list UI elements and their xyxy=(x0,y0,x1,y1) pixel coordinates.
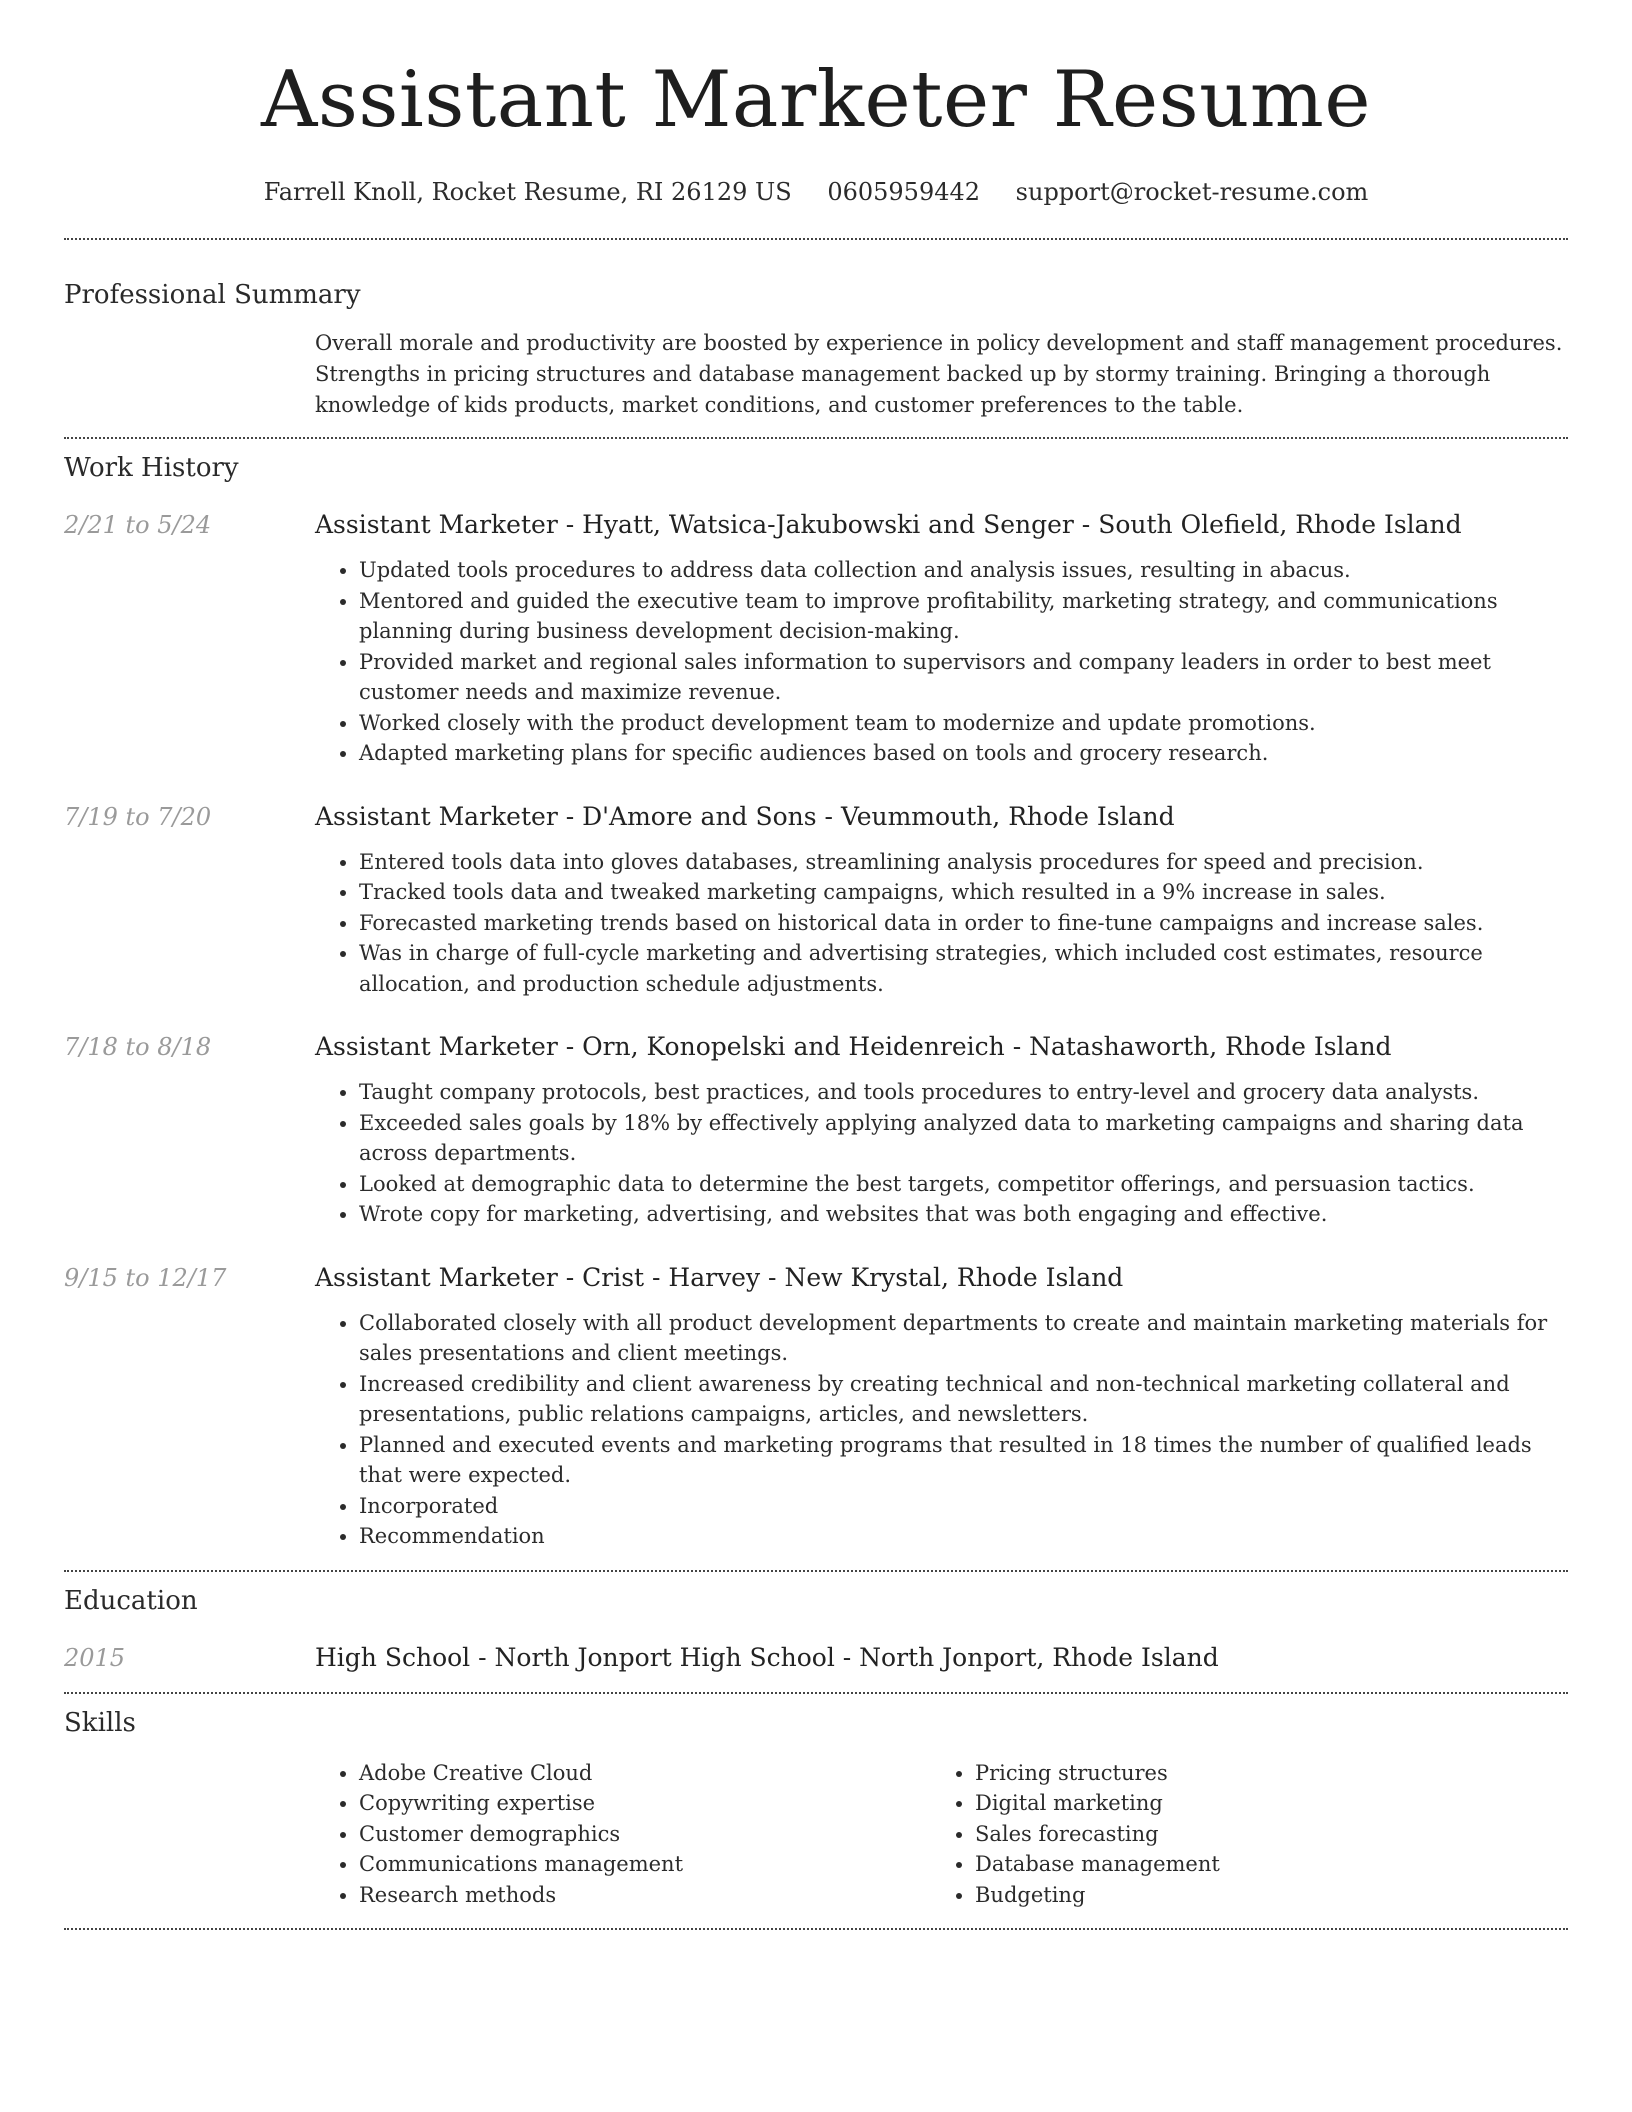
list-item: • Updated tools procedures to address data collection and analysis issues, resulting in abacus. xyxy=(359,555,1568,586)
skills-row xyxy=(64,1758,1568,1911)
summary-text: Overall morale and productivity are boosted by experience in policy development and staff management procedures. Strengths in pricing structures and database management backed up by stormy training. Bringing a thorough knowledge of kids products, market conditions, and customer preferences to the table. xyxy=(315,331,1563,417)
divider xyxy=(64,1928,1568,1930)
list-item: • Recommendation xyxy=(359,1521,1568,1552)
list-item: • Was in charge of full-cycle marketing and advertising strategies, which included cost estimates, resource allocation, and production schedule adjustments. xyxy=(359,938,1568,999)
page-title: Assistant Marketer Resume xyxy=(260,55,1372,145)
divider xyxy=(64,437,1568,439)
education-entry xyxy=(64,1642,1568,1674)
list-item: • Mentored and guided the executive team to improve profitability, marketing strategy, and communications planning during business development decision-making. xyxy=(359,586,1568,647)
contact-line xyxy=(64,176,1568,208)
job-bullets xyxy=(315,1308,1568,1552)
job-entry xyxy=(64,1262,1568,1552)
job-dates: 7/19 to 7/20 xyxy=(64,802,212,831)
summary-spacer xyxy=(64,328,315,421)
job-entry xyxy=(64,1031,1568,1230)
job-title: Assistant Marketer - Crist - Harvey - New Krystal, Rhode Island xyxy=(315,1262,1124,1292)
job-dates: 7/18 to 8/18 xyxy=(64,1033,212,1061)
job-entry xyxy=(64,509,1568,769)
section-heading-skills: Skills xyxy=(64,1707,136,1738)
skills-spacer xyxy=(64,1758,315,1911)
skills-grid xyxy=(315,1758,1568,1911)
list-item: • Entered tools data into gloves databases, streamlining analysis procedures for speed and precision. xyxy=(359,847,1568,878)
education-year: 2015 xyxy=(64,1643,126,1672)
contact-phone: 0605959442 xyxy=(827,178,981,206)
list-item: • Exceeded sales goals by 18% by effectively applying analyzed data to marketing campaigns and sharing data across departments. xyxy=(359,1108,1568,1169)
list-item: • Incorporated xyxy=(359,1491,1568,1522)
contact-email: support@rocket-resume.com xyxy=(1015,178,1369,206)
list-item: • Budgeting xyxy=(975,1880,1547,1911)
job-dates: 2/21 to 5/24 xyxy=(64,511,212,539)
contact-address: Farrell Knoll, Rocket Resume, RI 26129 US xyxy=(263,178,792,206)
job-bullets xyxy=(315,1077,1568,1230)
section-heading-summary: Professional Summary xyxy=(64,280,361,310)
list-item: • Communications management xyxy=(359,1849,931,1880)
list-item: • Copywriting expertise xyxy=(359,1788,931,1819)
list-item: • Customer demographics xyxy=(359,1819,931,1850)
job-bullets xyxy=(315,555,1568,769)
divider xyxy=(64,238,1568,240)
list-item: • Increased credibility and client awareness by creating technical and non-technical marketing collateral and presentations, public relations campaigns, articles, and newsletters. xyxy=(359,1369,1568,1430)
list-item: • Tracked tools data and tweaked marketing campaigns, which resulted in a 9% increase in sales. xyxy=(359,877,1568,908)
job-bullets xyxy=(315,847,1568,1000)
section-heading-education: Education xyxy=(64,1585,198,1616)
skills-list-right xyxy=(931,1758,1547,1911)
list-item: • Wrote copy for marketing, advertising, and websites that was both engaging and effective. xyxy=(359,1199,1568,1230)
list-item: • Digital marketing xyxy=(975,1788,1547,1819)
job-entry xyxy=(64,801,1568,1000)
list-item: • Sales forecasting xyxy=(975,1819,1547,1850)
job-title: Assistant Marketer - Orn, Konopelski and Heidenreich - Natashaworth, Rhode Island xyxy=(315,1032,1392,1061)
list-item: • Database management xyxy=(975,1849,1547,1880)
list-item: • Planned and executed events and marketing programs that resulted in 18 times the number of qualified leads that were expected. xyxy=(359,1430,1568,1491)
section-heading-work: Work History xyxy=(64,453,239,483)
education-title: High School - North Jonport High School - North Jonport, Rhode Island xyxy=(315,1642,1219,1672)
summary-row xyxy=(64,328,1568,421)
list-item: • Pricing structures xyxy=(975,1758,1547,1789)
list-item: • Collaborated closely with all product development departments to create and maintain marketing materials for sales presentations and client meetings. xyxy=(359,1308,1568,1369)
list-item: • Adapted marketing plans for specific audiences based on tools and grocery research. xyxy=(359,738,1568,769)
list-item: • Looked at demographic data to determine the best targets, competitor offerings, and persuasion tactics. xyxy=(359,1169,1568,1200)
list-item: • Worked closely with the product development team to modernize and update promotions. xyxy=(359,708,1568,739)
list-item: • Provided market and regional sales information to supervisors and company leaders in order to best meet customer needs and maximize revenue. xyxy=(359,647,1568,708)
list-item: • Taught company protocols, best practices, and tools procedures to entry-level and grocery data analysts. xyxy=(359,1077,1568,1108)
divider xyxy=(64,1570,1568,1572)
skills-list-left xyxy=(315,1758,931,1911)
job-title: Assistant Marketer - Hyatt, Watsica-Jakubowski and Senger - South Olefield, Rhode Island xyxy=(315,510,1462,539)
list-item: • Research methods xyxy=(359,1880,931,1911)
divider xyxy=(64,1692,1568,1694)
list-item: • Forecasted marketing trends based on historical data in order to fine-tune campaigns and increase sales. xyxy=(359,908,1568,939)
list-item: • Adobe Creative Cloud xyxy=(359,1758,931,1789)
job-dates: 9/15 to 12/17 xyxy=(64,1263,227,1292)
job-title: Assistant Marketer - D'Amore and Sons - Veummouth, Rhode Island xyxy=(315,801,1175,831)
